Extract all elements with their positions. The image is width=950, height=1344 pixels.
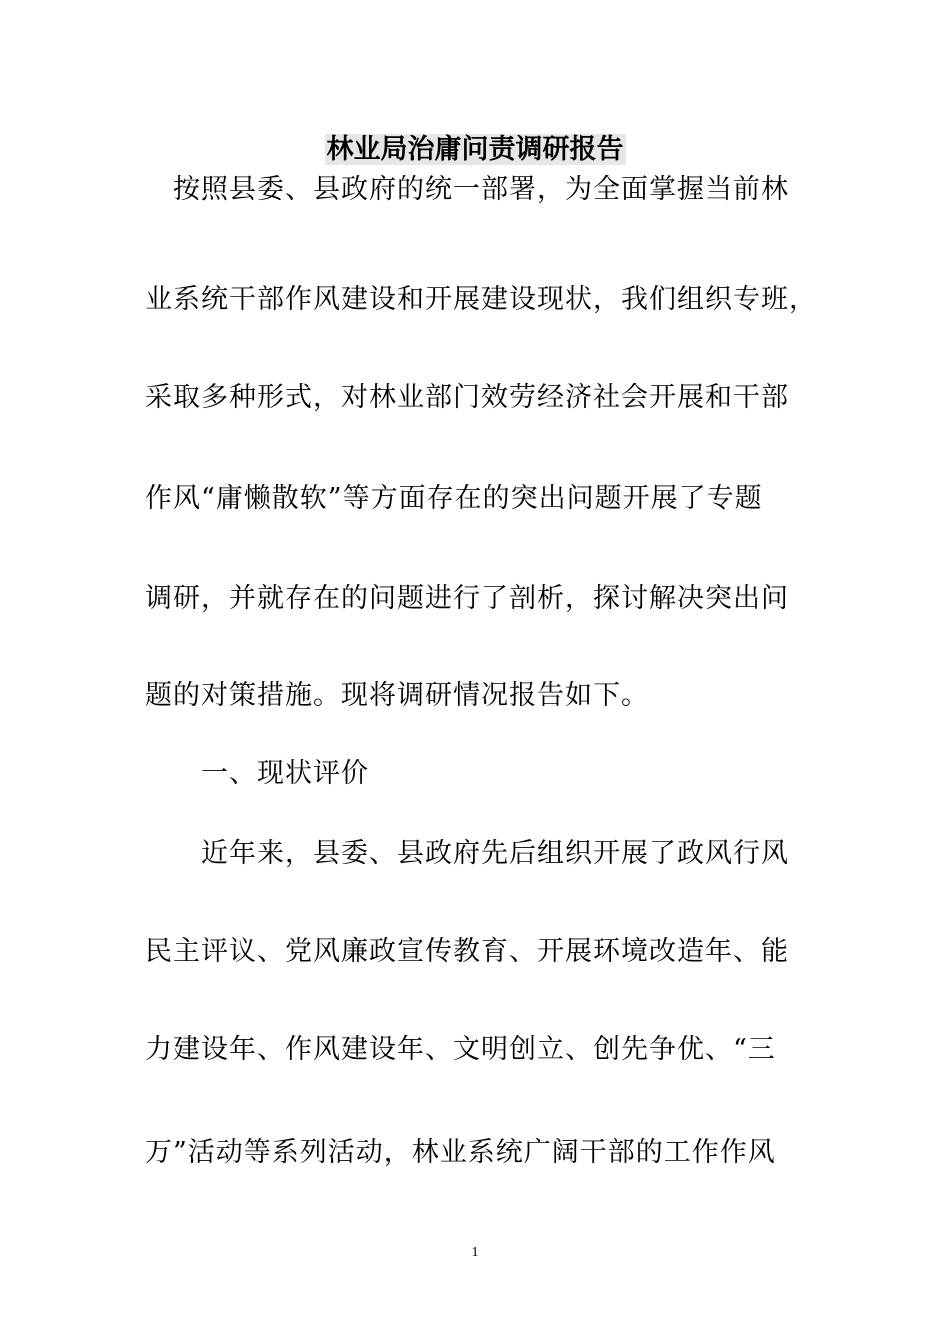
body-line: 近年来，县委、县政府先后组织开展了政风行风 (145, 838, 789, 869)
body-line: 调研，并就存在的问题进行了剖析，探讨解决突出问 (145, 583, 789, 614)
body-line: 采取多种形式，对林业部门效劳经济社会开展和干部 (145, 382, 789, 413)
body-line: 题的对策措施。现将调研情况报告如下。 (145, 680, 649, 711)
body-line: 力建设年、作风建设年、文明创立、创先争优、“三 (145, 1034, 776, 1065)
body-line: 按照县委、县政府的统一部署，为全面掌握当前林 (145, 174, 789, 205)
section-heading: 一、现状评价 (145, 758, 369, 789)
document-title (0, 130, 950, 170)
page-number: 1 (471, 1245, 479, 1260)
body-line: 民主评议、党风廉政宣传教育、开展环境改造年、能 (145, 936, 789, 967)
body-line: 万”活动等系列活动，林业系统广阔干部的工作作风 (145, 1137, 776, 1168)
body-line: 业系统干部作风建设和开展建设现状，我们组织专班， (145, 284, 817, 315)
body-line: 作风“庸懒散软”等方面存在的突出问题开展了专题 (145, 483, 763, 514)
document-title-text: 林业局治庸问责调研报告 (326, 134, 624, 165)
